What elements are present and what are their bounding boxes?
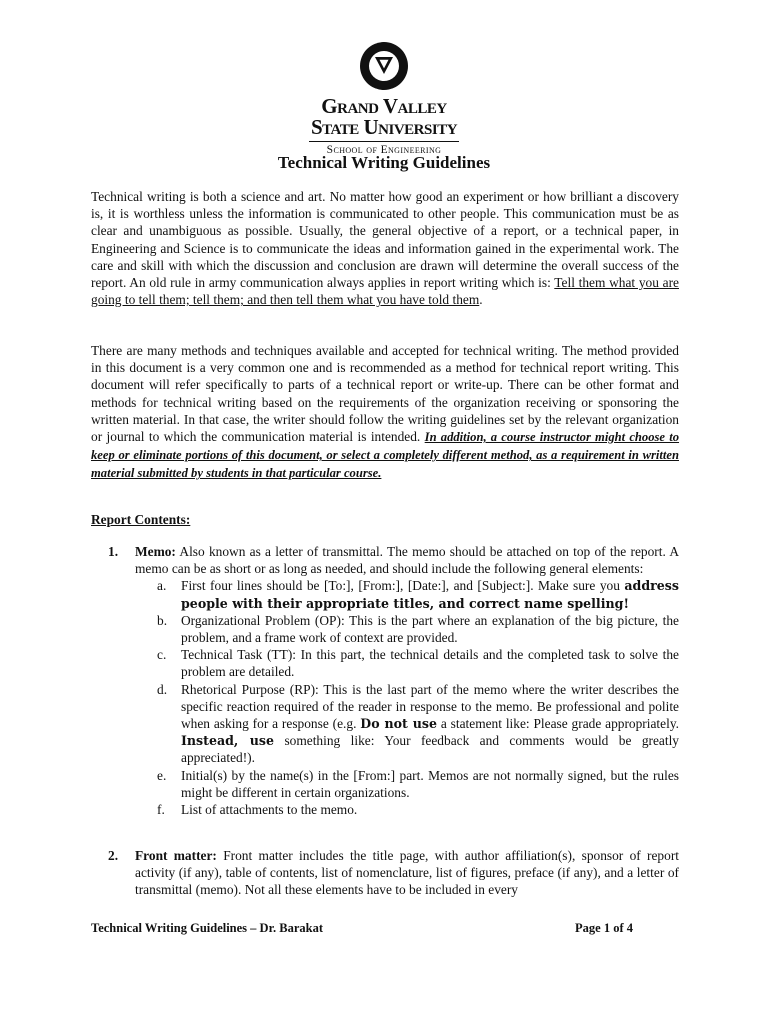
logo-line-1: Grand Valley bbox=[321, 94, 447, 118]
logo-divider bbox=[309, 141, 459, 142]
item-letter: b. bbox=[157, 612, 168, 628]
item-letter: e. bbox=[157, 767, 167, 783]
item-text: a statement like: Please grade appropriately. bbox=[437, 716, 679, 732]
intro-rule-underlined: Tell them what you are going to tell them; tell them; and then tell them what you have told them bbox=[91, 275, 679, 308]
methods-paragraph bbox=[91, 342, 679, 483]
logo-line-2: State University bbox=[310, 115, 458, 139]
item-lead: Front matter: bbox=[135, 848, 217, 863]
item-text: List of attachments to the memo. bbox=[181, 802, 358, 818]
item-letter: f. bbox=[157, 802, 165, 818]
item-text: Organizational Problem (OP): This is the part where an explanation of the big picture, the problem, and a frame work of context are provided. bbox=[181, 612, 679, 646]
page-number: Page 1 of 4 bbox=[575, 921, 633, 935]
item-bold: address people with their appropriate titles, and correct name spelling! bbox=[181, 578, 679, 611]
intro-text: Technical writing is both a science and art. No matter how good an experiment or how brilliant a discovery is, it is worthless unless the information is communicated to other people. This communication must be as clear and unambiguous as possible. Usually, the general objective of a report, or a technical paper, in Engineering and Science is to communicate the ideas and information gained in the experimental work. The care and skill with which the discussion and conclusion are drawn will determine the overall success of the report. An old rule in army communication always applies in report writing which is: bbox=[91, 189, 679, 291]
list-item bbox=[135, 577, 679, 611]
item-text: First four lines should be [To:], [From:], [Date:], and [Subject:]. Make sure you bbox=[181, 578, 625, 594]
item-letter: c. bbox=[157, 647, 167, 663]
list-item bbox=[135, 801, 679, 818]
list-item bbox=[135, 767, 679, 801]
section-heading: Report Contents: bbox=[91, 512, 191, 527]
methods-text: There are many methods and techniques available and accepted for technical writing. The method provided in this document is a very common one and is recommended as a method for technical report writing. This document will refer specifically to parts of a technical report or write-up. There can be other format and methods for technical writing based on the requirements of the organization receiving or sponsoring the written material. In that case, the writer should follow the writing guidelines set by the relevant organization or journal to which the communication material is intended. bbox=[91, 343, 679, 445]
document-title: Technical Writing Guidelines bbox=[277, 153, 491, 172]
item-number: 2. bbox=[108, 848, 119, 863]
item-lead: Memo: bbox=[135, 544, 176, 559]
report-contents-item-2 bbox=[108, 847, 679, 899]
university-logo bbox=[0, 40, 768, 156]
gvsu-emblem-icon bbox=[358, 40, 410, 92]
report-contents-item-1 bbox=[108, 543, 679, 818]
intro-paragraph bbox=[91, 188, 679, 308]
item-text: Initial(s) by the name(s) in the [From:] part. Memos are not normally signed, but the rules might be different in certain organizations. bbox=[181, 767, 679, 800]
item-bold: Instead, use bbox=[181, 733, 275, 749]
footer-title: Technical Writing Guidelines – Dr. Barakat bbox=[91, 921, 323, 935]
logo-line-3: School of Engineering bbox=[326, 144, 442, 156]
item-text: Also known as a letter of transmittal. The memo should be attached on top of the report. A memo can be as short or as long as needed, and should include the following general elements: bbox=[135, 544, 679, 577]
list-item bbox=[135, 646, 679, 680]
item-text: Technical Task (TT): In this part, the technical details and the completed task to solve the problem are detailed. bbox=[181, 647, 679, 680]
list-item bbox=[135, 612, 679, 646]
list-item bbox=[135, 681, 679, 767]
memo-elements-list bbox=[135, 577, 679, 818]
item-bold: Do not use bbox=[360, 716, 438, 732]
intro-end: . bbox=[479, 292, 483, 308]
item-letter: a. bbox=[157, 578, 167, 594]
item-text: Rhetorical Purpose (RP): This is the last part of the memo where the writer describes the specific reaction required of the reader in response to the memo. Be professional and polite when asking for a response (e.g. bbox=[181, 681, 679, 732]
item-number: 1. bbox=[108, 544, 119, 559]
item-letter: d. bbox=[157, 681, 168, 697]
item-text: Front matter includes the title page, with author affiliation(s), sponsor of report activity (if any), table of contents, list of nomenclature, list of figures, preface (if any), and a letter of transmittal (memo). Not all these elements have to be included in every bbox=[135, 848, 679, 898]
methods-emphasis: In addition, a course instructor might choose to keep or eliminate portions of this document, or select a completely different method, as a requirement in written material submitted by students in that particular course. bbox=[91, 430, 680, 481]
item-text: something like: Your feedback and comments would be greatly appreciated!). bbox=[181, 733, 679, 766]
